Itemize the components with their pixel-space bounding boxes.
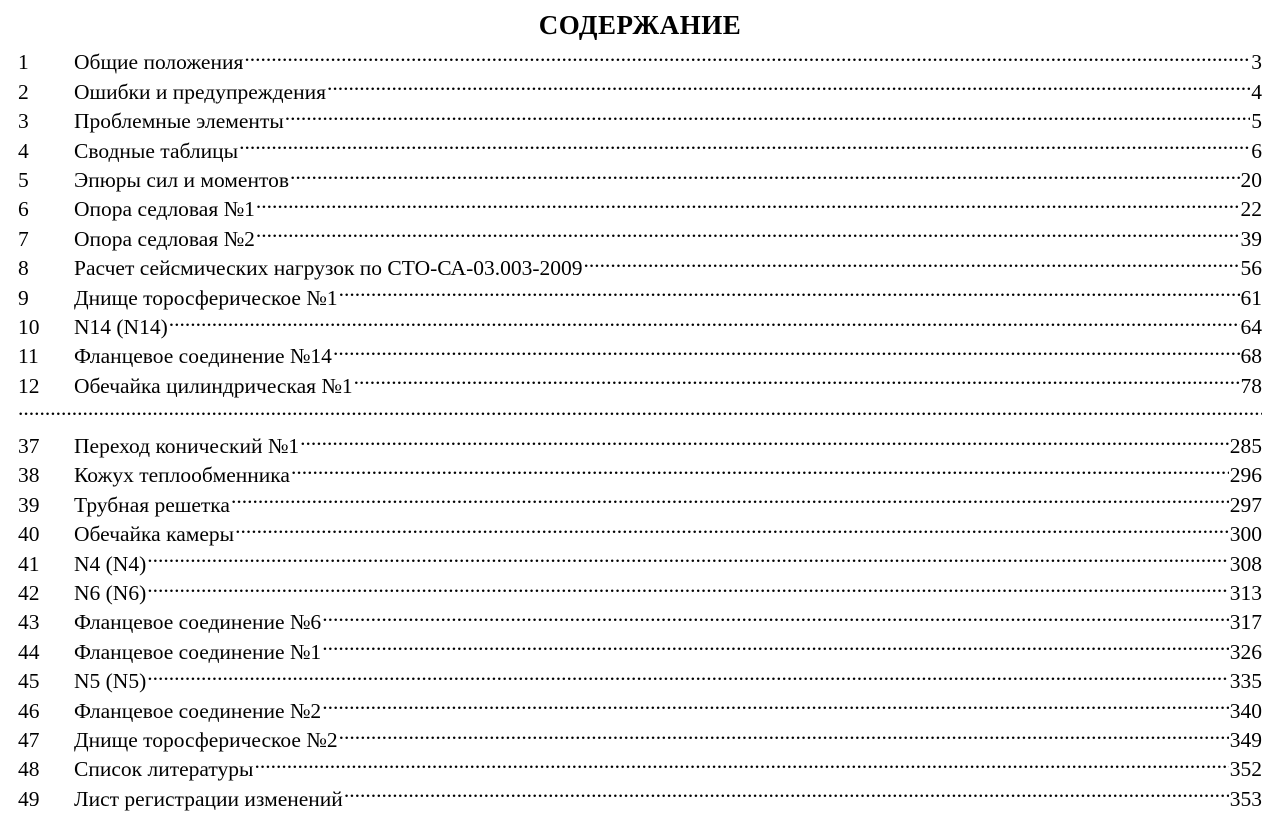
toc-entry-page: 5	[1251, 109, 1262, 134]
toc-entry-number: 3	[18, 109, 29, 134]
toc-entry-page: 4	[1251, 79, 1262, 104]
toc-entry-number: 37	[18, 434, 40, 459]
toc-entry-number: 45	[18, 669, 40, 694]
toc-entry-number: 41	[18, 551, 40, 576]
toc-dot-leader	[256, 187, 1240, 216]
toc-entry-page: 20	[1240, 167, 1262, 192]
toc-entry-title: Проблемные элементы	[74, 109, 284, 134]
toc-entry-number: 42	[18, 581, 40, 606]
toc-entry-title: Опора седловая №1	[74, 197, 255, 222]
toc-entry-title: Список литературы	[74, 757, 254, 782]
toc-dot-leader	[327, 69, 1250, 98]
toc-entry-title: Трубная решетка	[74, 492, 230, 517]
toc-entry-page: 78	[1240, 373, 1262, 398]
toc-entry-page: 6	[1251, 138, 1262, 163]
toc-entry-number: 40	[18, 522, 40, 547]
toc-entry-title: Опора седловая №2	[74, 226, 255, 251]
toc-entry[interactable]	[18, 571, 1262, 606]
toc-entry[interactable]	[18, 688, 1262, 723]
toc-dot-leader	[290, 158, 1240, 187]
toc-entry-title: Фланцевое соединение №6	[74, 610, 322, 635]
toc-dot-leader	[147, 571, 1229, 600]
toc-entry-page: 22	[1240, 197, 1262, 222]
toc-title: СОДЕРЖАНИЕ	[538, 10, 742, 40]
toc-entry-number: 2	[18, 79, 29, 104]
toc-dot-leader	[339, 718, 1229, 747]
toc-entry-page: 326	[1229, 639, 1262, 664]
toc-entry[interactable]	[18, 40, 1262, 75]
toc-entry-number: 44	[18, 639, 40, 664]
toc-entry-number: 49	[18, 786, 40, 811]
toc-entry-number: 38	[18, 463, 40, 488]
toc-entry-title: Лист регистрации изменений	[74, 786, 343, 811]
toc-entry-number: 9	[18, 285, 29, 310]
toc-entry-page: 349	[1229, 727, 1262, 752]
toc-dot-leader	[254, 747, 1228, 776]
toc-dot-leader	[231, 482, 1229, 511]
toc-entry-title: Фланцевое соединение №1	[74, 639, 322, 664]
toc-entry-title: Фланцевое соединение №14	[74, 344, 332, 369]
toc-entry-page: 353	[1229, 786, 1262, 811]
toc-dot-leader	[147, 659, 1229, 688]
toc-dot-leader	[256, 216, 1240, 245]
toc-entry[interactable]	[18, 541, 1262, 576]
toc-entry-number: 11	[18, 344, 39, 369]
toc-entry-number: 10	[18, 314, 40, 339]
toc-list	[18, 40, 1262, 811]
toc-dot-leader	[322, 688, 1229, 717]
toc-entries-top	[18, 40, 1262, 398]
toc-entry-page: 61	[1240, 285, 1262, 310]
toc-entry-title: N5 (N5)	[74, 669, 147, 694]
toc-dot-leader	[333, 334, 1240, 363]
toc-entry-title: N14 (N14)	[74, 314, 168, 339]
toc-entry-page: 3	[1251, 50, 1262, 75]
toc-dot-leader	[339, 275, 1240, 304]
toc-entry[interactable]	[18, 424, 1262, 459]
toc-entry-number: 1	[18, 50, 29, 75]
toc-dot-leader	[354, 363, 1240, 392]
toc-entry-title: Фланцевое соединение №2	[74, 698, 322, 723]
toc-dot-leader	[300, 424, 1229, 453]
toc-entry-number: 39	[18, 492, 40, 517]
toc-dot-leader	[344, 776, 1229, 805]
toc-entry-page: 56	[1240, 256, 1262, 281]
toc-entry-number: 5	[18, 167, 29, 192]
toc-entry-title: Обечайка цилиндрическая №1	[74, 373, 353, 398]
toc-entry-title: Эпюры сил и моментов	[74, 167, 289, 192]
toc-entry-number: 6	[18, 197, 29, 222]
toc-entry-title: Кожух теплообменника	[74, 463, 290, 488]
toc-entry-title: Обечайка камеры	[74, 522, 235, 547]
toc-entry-number: 47	[18, 727, 40, 752]
toc-entry-page: 39	[1240, 226, 1262, 251]
toc-dot-leader	[169, 305, 1240, 334]
toc-entry-number: 4	[18, 138, 29, 163]
toc-entry-page: 64	[1240, 314, 1262, 339]
toc-entry-page: 296	[1229, 463, 1262, 488]
toc-dot-leader	[239, 128, 1250, 157]
toc-entry-title: Общие положения	[74, 50, 244, 75]
toc-entry-page: 68	[1240, 344, 1262, 369]
toc-entry-page: 335	[1229, 669, 1262, 694]
toc-entry-title: Днище торосферическое №2	[74, 727, 338, 752]
toc-entry-number: 46	[18, 698, 40, 723]
toc-entry-page: 317	[1229, 610, 1262, 635]
toc-dot-leader	[322, 600, 1229, 629]
toc-entry-page: 297	[1229, 492, 1262, 517]
toc-entry-number: 7	[18, 226, 29, 251]
toc-entry[interactable]	[18, 305, 1262, 339]
toc-dot-leader	[235, 512, 1229, 541]
toc-dot-leader	[291, 453, 1229, 482]
toc-entry-number: 8	[18, 256, 29, 281]
toc-entry-title: Ошибки и предупреждения	[74, 79, 326, 104]
toc-entry-title: N6 (N6)	[74, 581, 147, 606]
toc-omission-leader	[18, 393, 1262, 424]
toc-entry-page: 340	[1229, 698, 1262, 723]
toc-dot-leader	[244, 40, 1250, 69]
toc-entry-number: 43	[18, 610, 40, 635]
toc-entry-title: Днище торосферическое №1	[74, 285, 338, 310]
toc-entry-page: 308	[1229, 551, 1262, 576]
toc-dot-leader	[584, 246, 1240, 275]
toc-entry-title: Сводные таблицы	[74, 138, 239, 163]
toc-entry-page: 352	[1229, 757, 1262, 782]
toc-dot-leader	[285, 99, 1250, 128]
toc-entry-title: Переход конический №1	[74, 434, 300, 459]
toc-entry-page: 285	[1229, 434, 1262, 459]
toc-entry-number: 12	[18, 373, 40, 398]
toc-entry[interactable]	[18, 600, 1262, 635]
toc-entry[interactable]	[18, 334, 1262, 369]
toc-entry-title: N4 (N4)	[74, 551, 147, 576]
toc-entry-page: 300	[1229, 522, 1262, 547]
toc-entry[interactable]	[18, 659, 1262, 694]
toc-dot-leader	[322, 629, 1229, 658]
toc-entry-page: 313	[1229, 581, 1262, 606]
toc-entry-number: 48	[18, 757, 40, 782]
toc-entries-bottom	[18, 424, 1262, 811]
toc-dot-leader	[147, 541, 1229, 570]
toc-entry-title: Расчет сейсмических нагрузок по СТО-СА-03.003-2009	[74, 256, 583, 281]
